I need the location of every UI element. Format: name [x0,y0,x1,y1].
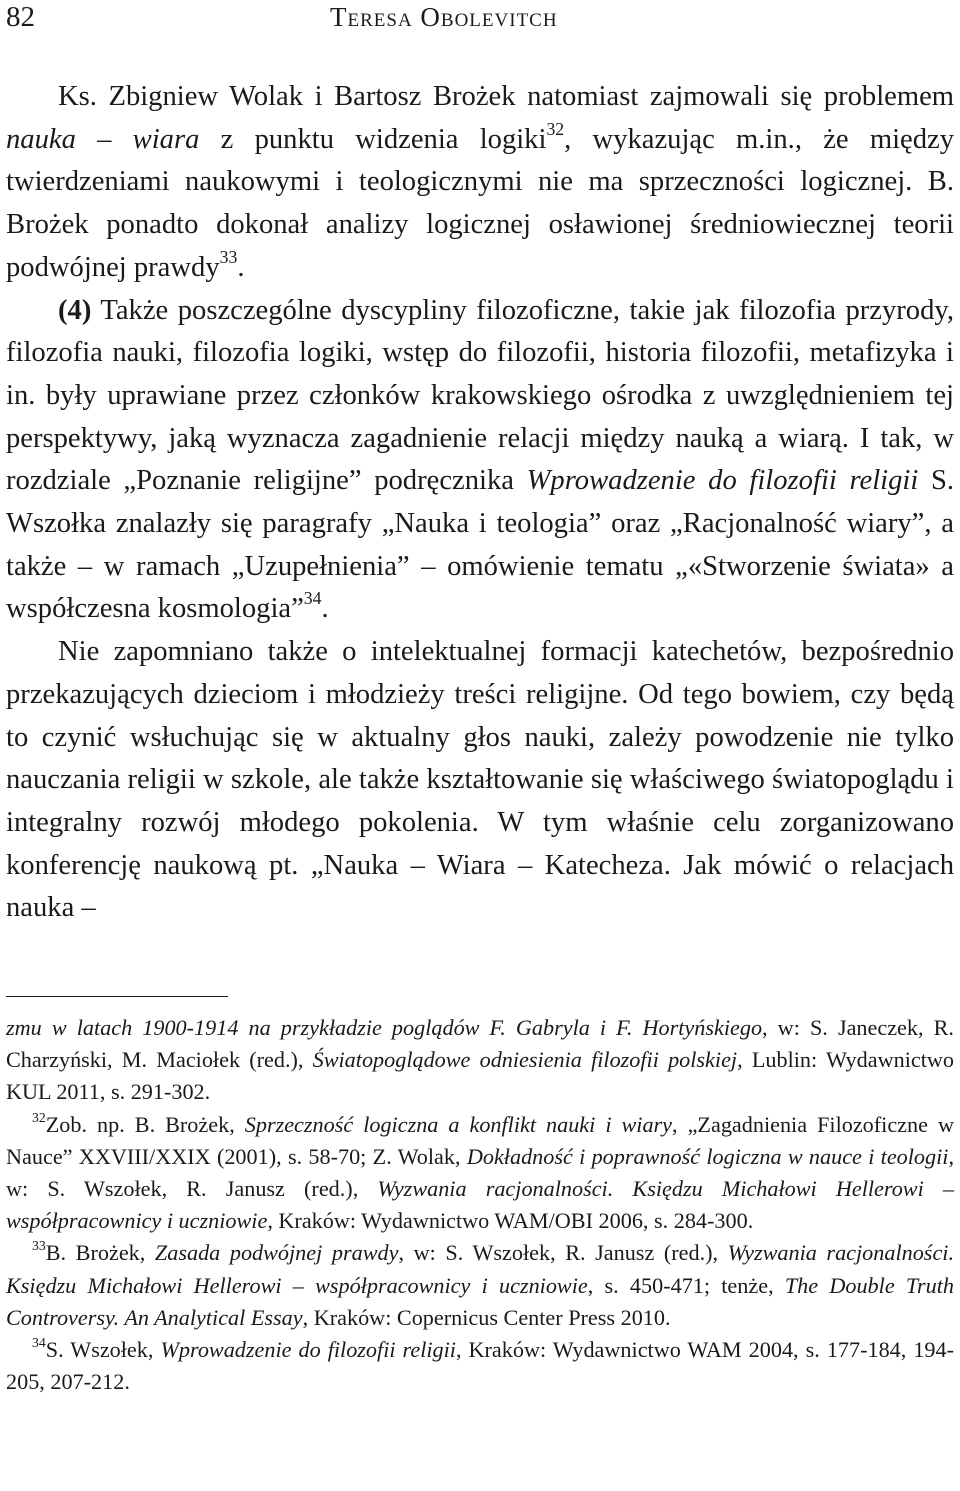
footnote-ref-32: 32 [546,118,565,139]
footnote-italic: Dokładność i poprawność logiczna w nauce i teologii [466,1143,949,1169]
paragraph-2 [6,290,954,632]
footnote-italic: Wyzwania racjonalności. Księdzu Michałowi Hellerowi – współpracownicy i uczniowie [6,1240,955,1298]
section-marker: (4) [58,294,92,326]
footnote-text: , „Zagadnienia Filozoficzne w Nauce” XXVIII/XXIX (2001), s. 58-70; Z. Wolak, [6,1111,954,1169]
footnote-text: , Kraków: Wydawnictwo WAM/OBI 2006, s. 284-300. [267,1208,754,1234]
footnote-number: 34 [32,1335,46,1351]
footnote-divider [6,996,228,997]
footnote-34 [6,1334,954,1398]
page-header [4,0,956,34]
running-head-author: Teresa Obolevitch [330,2,558,32]
footnote-italic: Światopoglądowe odniesienia filozofii polskiej [312,1047,738,1073]
term-nauka-wiara: nauka – wiara [6,123,200,155]
paragraph-1-text: , wykazując m.in., że między twierdzeniami naukowymi i teologicznymi nie ma sprzeczności logicznej. B. Brożek ponadto dokonał analizy logicznej osławionej średniowiecznej teorii podwójnej prawdy [6,123,954,283]
footnote-text: B. Brożek, [45,1240,155,1266]
footnote-italic: Sprzeczność logiczna a konflikt nauki i wiary [244,1111,673,1137]
paragraph-1-text: . [237,251,245,283]
footnote-italic: zmu w latach 1900-1914 na przykładzie poglądów F. Gabryla i F. Hortyńskiego [6,1015,763,1040]
footnote-continuation [6,1012,954,1109]
footnote-text: , w: S. Wszołek, R. Janusz (red.), [398,1240,728,1266]
footnote-text: , Kraków: Copernicus Center Press 2010. [302,1304,671,1330]
page-number: 82 [6,1,35,33]
paragraph-1 [6,76,954,290]
footnote-32 [6,1109,954,1238]
footnotes [6,1012,954,1398]
paragraph-2-text: . [321,593,329,625]
paragraph-3: Nie zapomniano także o intelektualnej formacji katechetów, bezpośrednio przekazujących dzieciom i młodzieży treści religijne. Od tego bowiem, czy będą to czynić wsłuchując się w aktualny głos nauki, zależy powodzenie nie tylko nauczania religii w szkole, ale także kształtowanie się właściwego światopoglądu i integralny rozwój młodego pokolenia. W tym właśnie celu zorganizowano konferencję naukową pt. „Nauka – Wiara – Katecheza. Jak mówić o relacjach nauka – [6,636,954,924]
footnote-number: 32 [32,1109,46,1125]
footnote-text: S. Wszołek, [45,1337,161,1363]
book-title: Wprowadzenie do filozofii religii [526,465,919,497]
paragraph-2-text: Także poszczególne dyscypliny filozoficzne, takie jak filozofia przyrody, filozofia nauki, filozofia logiki, wstęp do filozofii, historia filozofii, metafizyka i in. były uprawiane przez członków krakowskiego ośrodka z uwzględnieniem tej perspektywy, jaką wyznacza zagadnienie relacji między nauką a wiarą. I tak, w rozdziale „Poznanie religijne” podręcznika [6,294,954,497]
footnote-text: , w: S. Janeczek, R. Charzyński, M. Maciołek (red.), [6,1015,954,1073]
footnote-ref-33: 33 [219,247,238,268]
footnote-text: , Lublin: Wydawnictwo KUL 2011, s. 291-302. [6,1047,954,1105]
main-text [6,76,954,930]
paragraph-1-text: z punktu widzenia logiki [199,123,547,155]
footnote-italic: Wprowadzenie do filozofii religii [160,1337,456,1363]
footnote-text: , w: S. Wszołek, R. Janusz (red.), [6,1143,954,1202]
footnote-italic: The Double Truth Controversy. An Analytical Essay [6,1272,954,1330]
footnote-text: Zob. np. B. Brożek, [45,1111,245,1137]
footnote-text: , s. 450-471; tenże, [587,1272,785,1298]
footnote-text: , Kraków: Wydawnictwo WAM 2004, s. 177-184, 194-205, 207-212. [6,1337,954,1395]
footnote-italic: Zasada podwójnej prawdy [154,1240,399,1266]
footnote-33 [6,1237,954,1334]
footnote-number: 33 [32,1238,46,1254]
footnote-ref-34: 34 [303,588,322,609]
paragraph-2-text: S. Wszołka znalazły się paragrafy „Nauka i teologia” oraz „Racjonalność wiary”, a także – w ramach „Uzupełnienia” – omówienie tematu „«Stworzenie świata» a współczesna kosmologia” [6,465,954,625]
paragraph-1-text: Ks. Zbigniew Wolak i Bartosz Brożek natomiast zajmowali się problemem [58,81,954,112]
footnote-italic: Wyzwania racjonalności. Księdzu Michałowi Hellerowi – współpracownicy i uczniowie [6,1176,955,1234]
